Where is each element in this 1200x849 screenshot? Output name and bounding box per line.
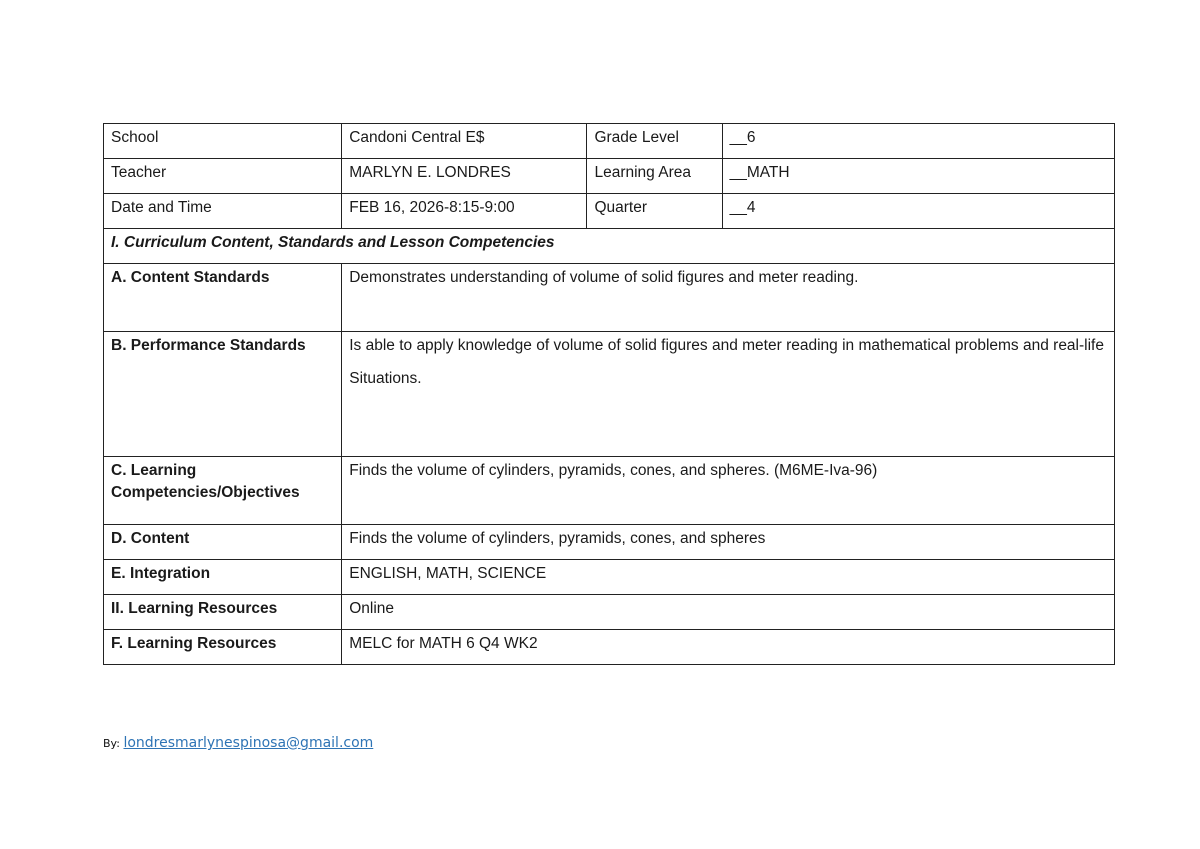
learning-area-value: __MATH xyxy=(722,159,1114,194)
performance-standards-line: Is able to apply knowledge of volume of solid figures and meter reading in mathematical problems and real-life xyxy=(349,337,1104,354)
learning-competencies-label: C. Learning Competencies/Objectives xyxy=(104,457,342,525)
byline-prefix: By: xyxy=(103,737,120,750)
table-row xyxy=(104,457,1115,525)
footer-byline xyxy=(103,735,373,751)
learning-resources-value: Online xyxy=(342,595,1115,630)
table-row xyxy=(104,630,1115,665)
table-row xyxy=(104,229,1115,264)
quarter-value: __4 xyxy=(722,194,1114,229)
integration-label: E. Integration xyxy=(104,560,342,595)
performance-standards-value xyxy=(342,332,1115,457)
table-row xyxy=(104,525,1115,560)
school-label: School xyxy=(104,124,342,159)
table-row xyxy=(104,194,1115,229)
content-value: Finds the volume of cylinders, pyramids, cones, and spheres xyxy=(342,525,1115,560)
learning-area-label: Learning Area xyxy=(587,159,722,194)
section-heading: I. Curriculum Content, Standards and Lesson Competencies xyxy=(104,229,1115,264)
author-email-link[interactable]: londresmarlynespinosa@gmail.com xyxy=(123,735,374,751)
grade-level-value: __6 xyxy=(722,124,1114,159)
teacher-label: Teacher xyxy=(104,159,342,194)
learning-resources-label: II. Learning Resources xyxy=(104,595,342,630)
learning-competencies-value: Finds the volume of cylinders, pyramids, cones, and spheres. (M6ME-Iva-96) xyxy=(342,457,1115,525)
learning-resources-f-value: MELC for MATH 6 Q4 WK2 xyxy=(342,630,1115,665)
date-time-value: FEB 16, 2026-8:15-9:00 xyxy=(342,194,587,229)
table-row xyxy=(104,595,1115,630)
content-standards-value: Demonstrates understanding of volume of solid figures and meter reading. xyxy=(342,264,1115,332)
learning-resources-f-label: F. Learning Resources xyxy=(104,630,342,665)
date-time-label: Date and Time xyxy=(104,194,342,229)
table-row xyxy=(104,159,1115,194)
integration-value: ENGLISH, MATH, SCIENCE xyxy=(342,560,1115,595)
grade-level-label: Grade Level xyxy=(587,124,722,159)
performance-standards-line: Situations. xyxy=(349,370,422,387)
table-row xyxy=(104,124,1115,159)
performance-standards-label: B. Performance Standards xyxy=(104,332,342,457)
content-label: D. Content xyxy=(104,525,342,560)
table-row xyxy=(104,264,1115,332)
table-row xyxy=(104,332,1115,457)
lesson-plan-table xyxy=(103,123,1115,665)
teacher-value: MARLYN E. LONDRES xyxy=(342,159,587,194)
content-standards-label: A. Content Standards xyxy=(104,264,342,332)
school-value: Candoni Central E$ xyxy=(342,124,587,159)
quarter-label: Quarter xyxy=(587,194,722,229)
table-row xyxy=(104,560,1115,595)
